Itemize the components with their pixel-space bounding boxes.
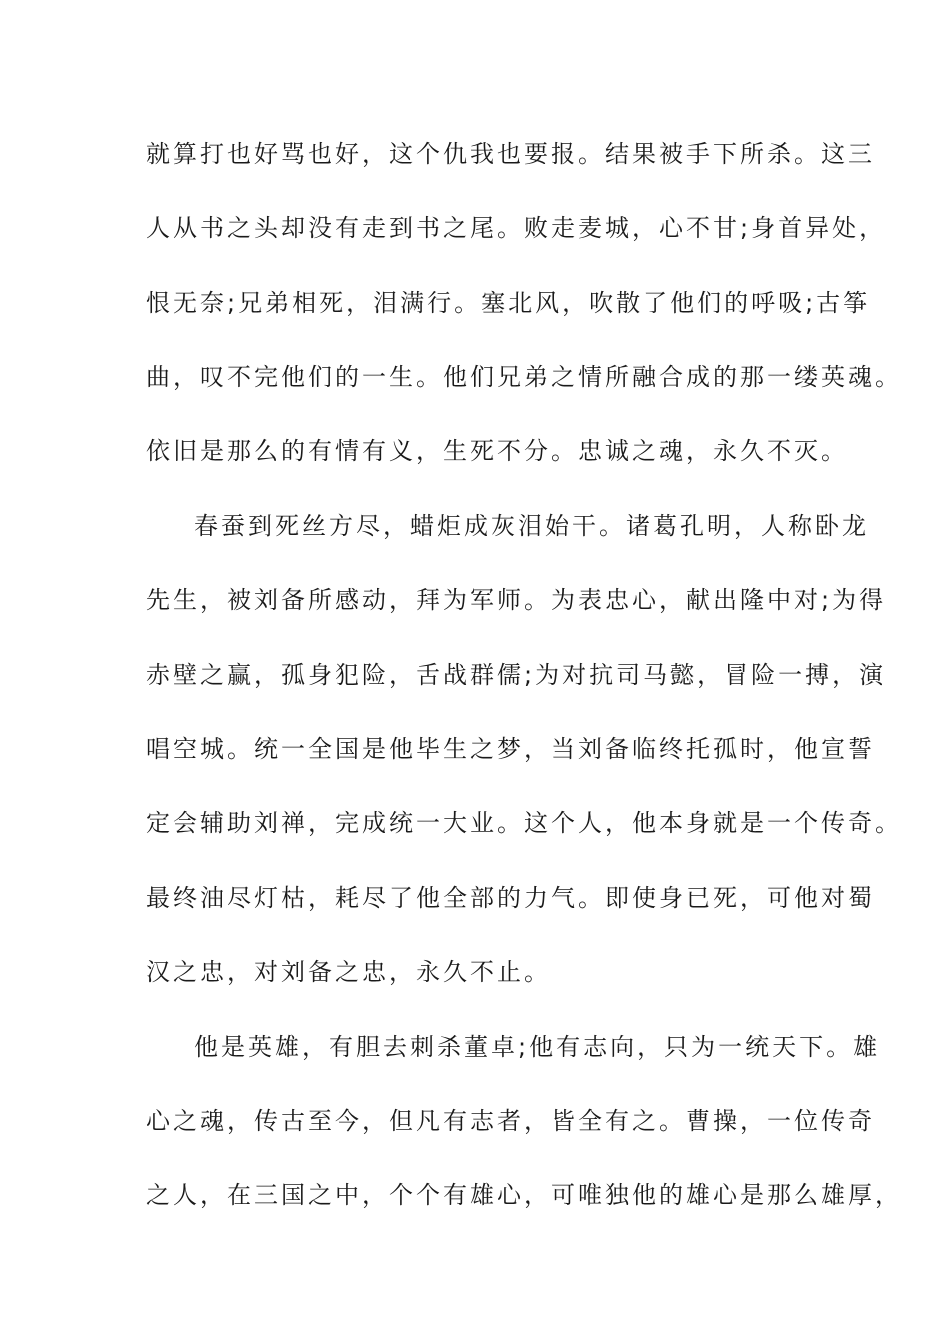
text-line: 汉之忠，对刘备之忠，永久不止。 xyxy=(146,958,551,986)
text-line: 赤壁之赢，孤身犯险，舌战群儒;为对抗司马懿，冒险一搏，演 xyxy=(146,661,887,689)
text-line: 定会辅助刘禅，完成统一大业。这个人，他本身就是一个传奇。 xyxy=(146,809,902,837)
text-line: 最终油尽灯枯，耗尽了他全部的力气。即使身已死，可他对蜀 xyxy=(146,884,875,912)
text-line: 曲，叹不完他们的一生。他们兄弟之情所融合成的那一缕英魂。 xyxy=(146,363,902,391)
text-line: 依旧是那么的有情有义，生死不分。忠诚之魂，永久不灭。 xyxy=(146,437,848,465)
paragraph-first-line: 他是英雄，有胆去刺杀董卓;他有志向，只为一统天下。雄 xyxy=(194,1033,881,1061)
text-line: 心之魂，传古至今，但凡有志者，皆全有之。曹操，一位传奇 xyxy=(146,1107,875,1135)
text-line: 先生，被刘备所感动，拜为军师。为表忠心，献出隆中对;为得 xyxy=(146,586,887,614)
text-line: 之人，在三国之中，个个有雄心，可唯独他的雄心是那么雄厚， xyxy=(146,1181,902,1209)
text-line: 人从书之头却没有走到书之尾。败走麦城，心不甘;身首异处， xyxy=(146,214,887,242)
paragraph-first-line: 春蚕到死丝方尽，蜡炬成灰泪始干。诸葛孔明，人称卧龙 xyxy=(194,512,869,540)
text-line: 就算打也好骂也好，这个仇我也要报。结果被手下所杀。这三 xyxy=(146,140,875,168)
text-line: 恨无奈;兄弟相死，泪满行。塞北风，吹散了他们的呼吸;古筝 xyxy=(146,289,871,317)
text-line: 唱空城。统一全国是他毕生之梦，当刘备临终托孤时，他宣誓 xyxy=(146,735,875,763)
